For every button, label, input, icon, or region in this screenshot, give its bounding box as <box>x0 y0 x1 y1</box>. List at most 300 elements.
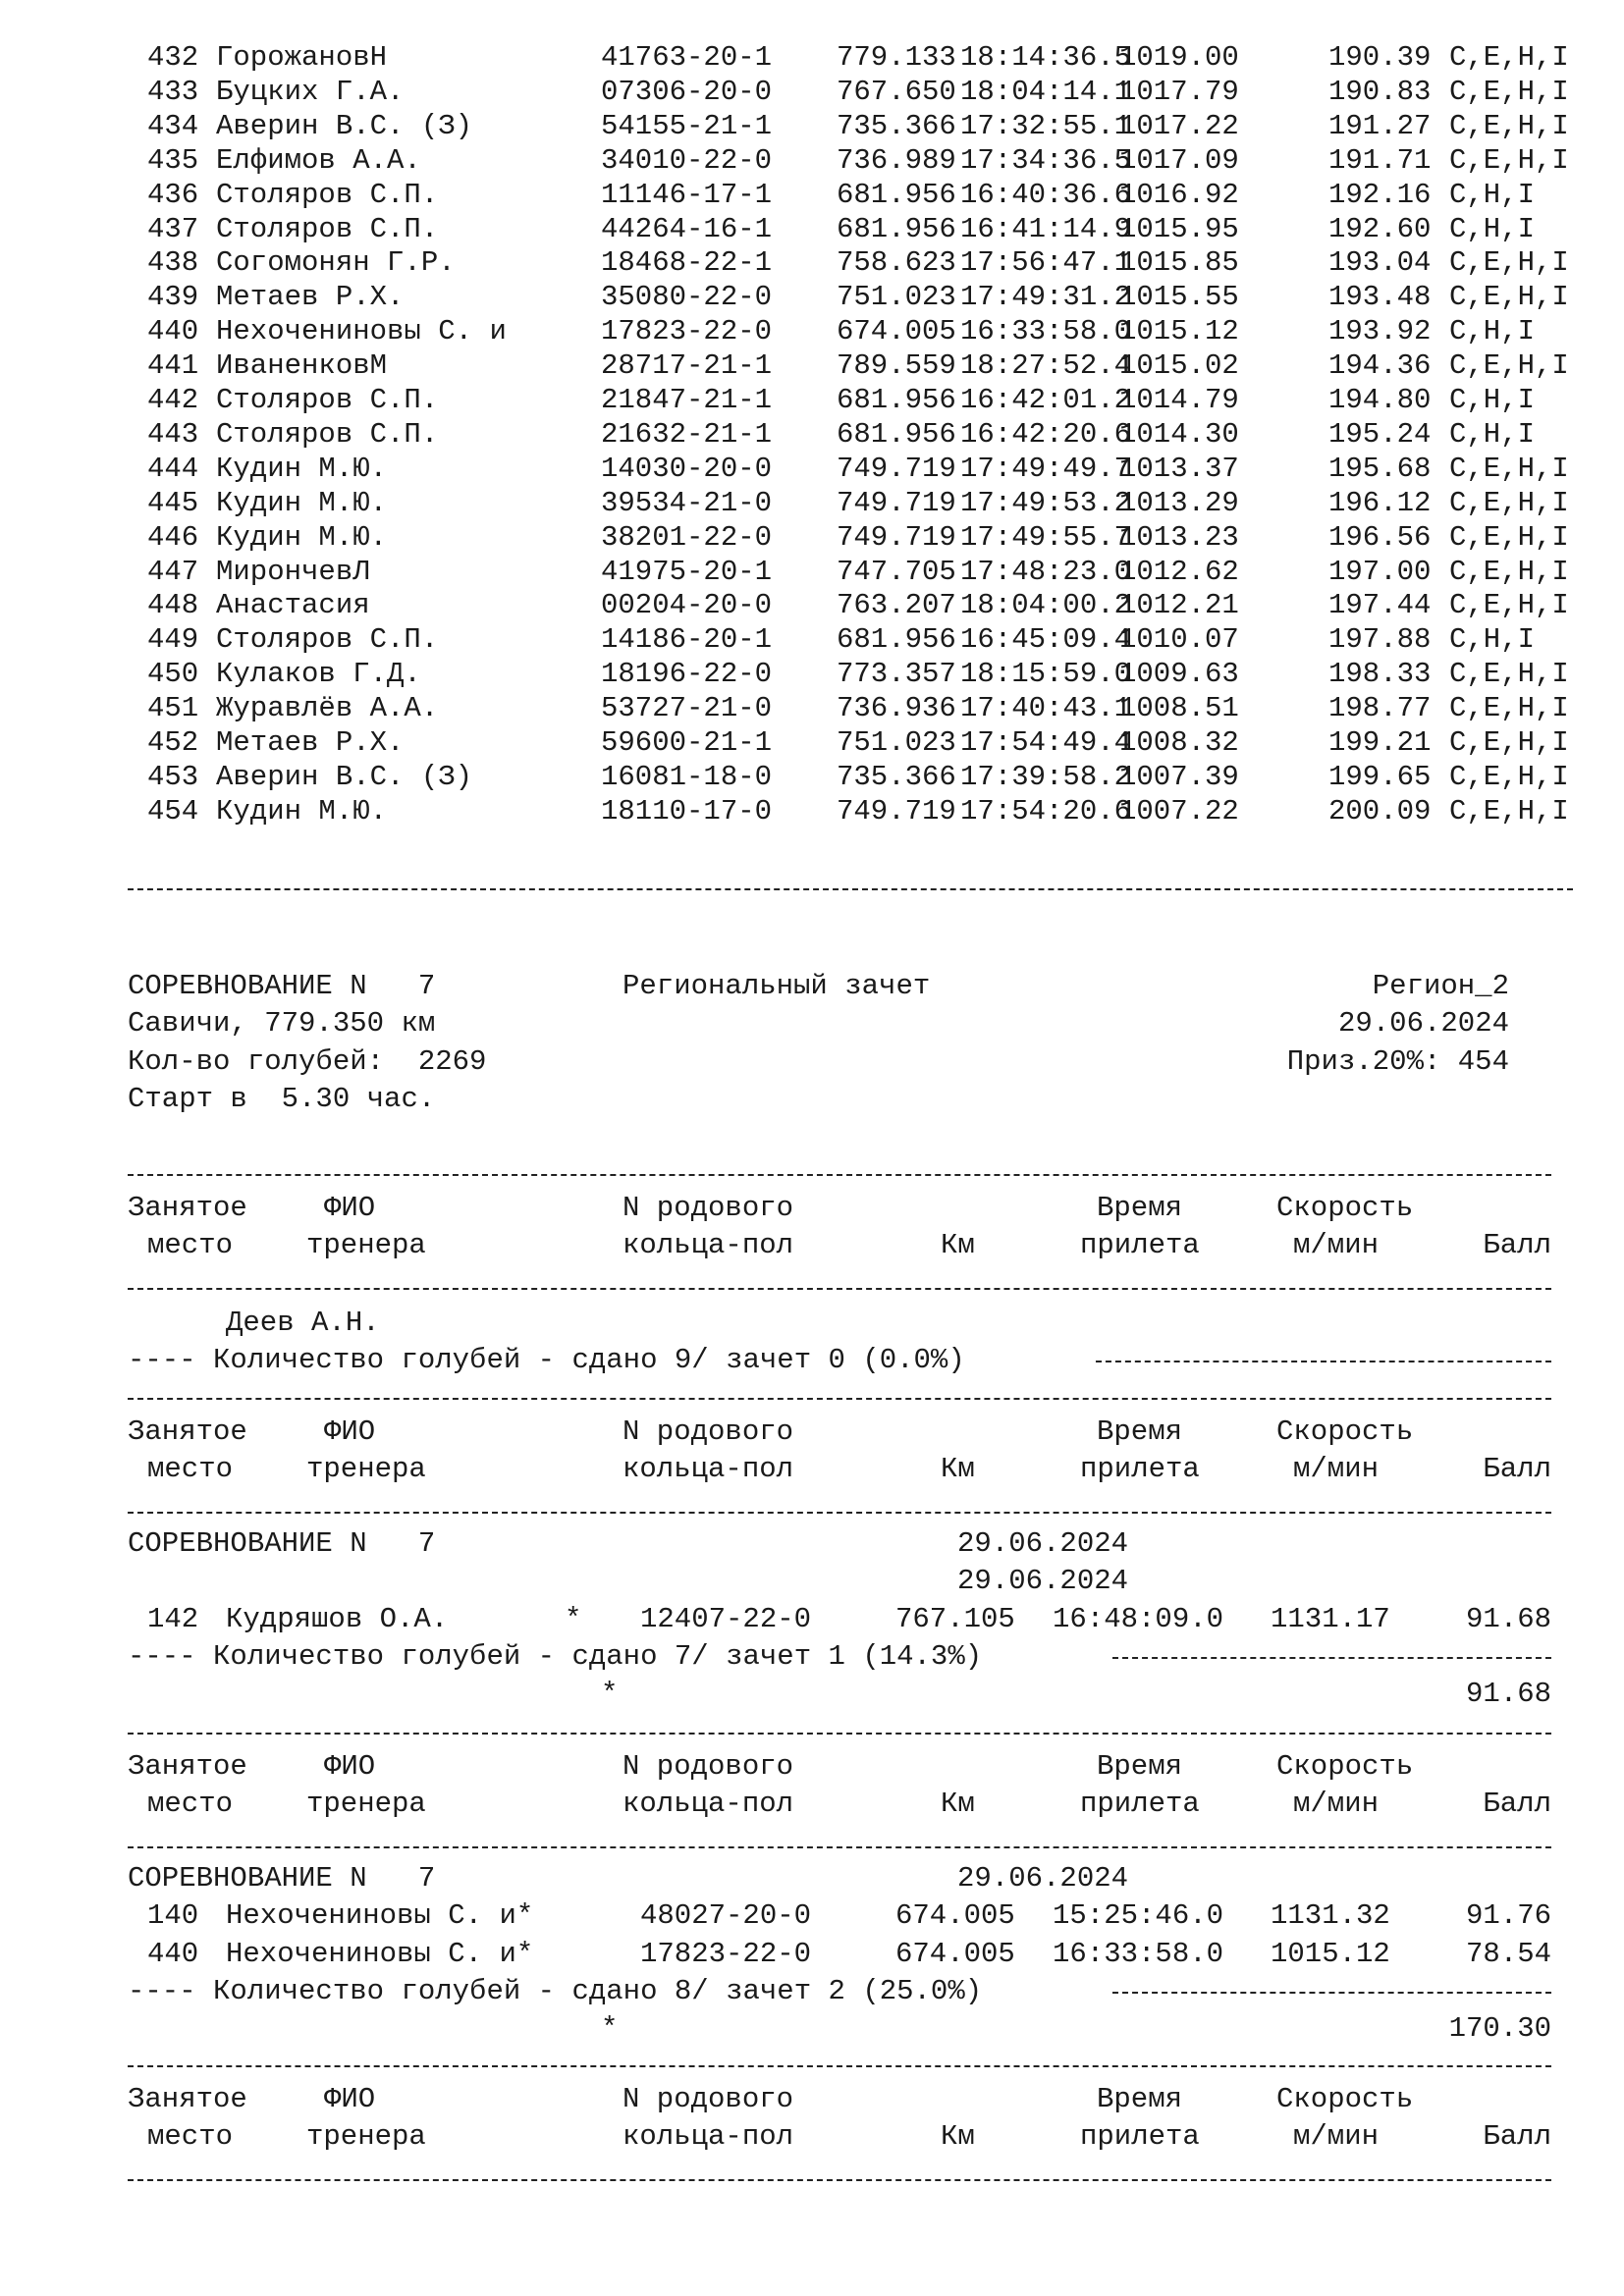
separator <box>128 1846 1551 1848</box>
row-time: 16:42:01.2 <box>960 384 1132 416</box>
row-name: Метаев Р.Х. <box>216 281 405 314</box>
row-km: 735.366 <box>837 109 956 142</box>
competition-start: Старт в 5.30 час. <box>128 1083 436 1115</box>
table-row <box>0 556 1624 589</box>
row-place: 447 <box>147 555 199 588</box>
row-ring: 00204-20-0 <box>601 589 773 622</box>
row-points: 193.04 <box>1328 246 1432 280</box>
table-row <box>0 76 1624 109</box>
row-speed: 1015.12 <box>1271 1937 1390 1970</box>
row-points: 195.68 <box>1328 452 1432 485</box>
row-speed: 1014.30 <box>1119 417 1239 451</box>
header-km-label: Км <box>941 2120 975 2153</box>
row-place: 438 <box>147 246 199 280</box>
separator <box>1112 1657 1551 1659</box>
row-flags: C,E,H,I <box>1449 452 1569 485</box>
table-row <box>0 144 1624 178</box>
row-km: 767.105 <box>895 1603 1015 1635</box>
table-row <box>0 1603 1624 1638</box>
row-points: 198.33 <box>1328 658 1432 691</box>
table-header <box>0 2083 1624 2162</box>
row-place: 451 <box>147 692 199 725</box>
row-flags: C,E,H,I <box>1449 486 1569 519</box>
row-points: 192.16 <box>1328 178 1432 211</box>
row-points: 194.36 <box>1328 349 1432 383</box>
separator <box>128 1512 1551 1514</box>
row-time: 18:14:36.5 <box>960 41 1132 74</box>
row-flags: C,E,H,I <box>1449 75 1569 108</box>
header-speed-label: Скорость <box>1276 1415 1414 1448</box>
row-time: 17:32:55.1 <box>960 109 1132 142</box>
row-points: 191.71 <box>1328 143 1432 177</box>
row-name: Анастасия <box>216 589 370 622</box>
row-flags: C,E,H,I <box>1449 281 1569 314</box>
header-ring-label: N родового <box>623 1415 794 1448</box>
header-speed-label: м/мин <box>1293 2120 1380 2153</box>
row-speed: 1013.29 <box>1119 486 1239 519</box>
row-flags: C,E,H,I <box>1449 109 1569 142</box>
competition-title: СОРЕВНОВАНИЕ N 7 <box>128 970 436 1002</box>
row-place: 432 <box>147 41 199 74</box>
row-speed: 1010.07 <box>1119 623 1239 657</box>
table-row <box>0 281 1624 314</box>
row-speed: 1015.95 <box>1119 212 1239 245</box>
row-flags: C,E,H,I <box>1449 555 1569 588</box>
row-place: 142 <box>147 1603 199 1635</box>
row-ring: 44264-16-1 <box>601 212 773 245</box>
table-row <box>0 1899 1624 1935</box>
row-km: 779.133 <box>837 41 956 74</box>
row-ring: 18468-22-1 <box>601 246 773 280</box>
row-time: 17:49:53.2 <box>960 486 1132 519</box>
separator-top <box>128 888 1573 890</box>
row-ring: 48027-20-0 <box>640 1899 812 1932</box>
row-name: Нехочениновы С. и <box>216 315 507 348</box>
row-place: 434 <box>147 109 199 142</box>
row-time: 17:48:23.0 <box>960 555 1132 588</box>
row-place: 441 <box>147 349 199 383</box>
row-ring: 59600-21-1 <box>601 726 773 759</box>
row-place: 446 <box>147 520 199 554</box>
table-row <box>0 1938 1624 1973</box>
header-place-label: место <box>147 1453 234 1485</box>
header-time-label: прилета <box>1080 1229 1200 1261</box>
block-date: 29.06.2024 <box>957 1527 1129 1560</box>
row-km: 681.956 <box>837 212 956 245</box>
block-competition-title: СОРЕВНОВАНИЕ N 7 <box>128 1527 436 1560</box>
table-row <box>0 179 1624 212</box>
header-place-label: Занятое <box>128 1415 247 1448</box>
header-name-label: тренера <box>306 2120 426 2153</box>
table-header <box>0 1415 1624 1494</box>
row-time: 16:40:36.6 <box>960 178 1132 211</box>
header-name-label: тренера <box>306 1229 426 1261</box>
row-speed: 1014.79 <box>1119 384 1239 416</box>
header-speed-label: м/мин <box>1293 1788 1380 1820</box>
row-speed: 1012.21 <box>1119 589 1239 622</box>
row-km: 681.956 <box>837 417 956 451</box>
row-ring: 18196-22-0 <box>601 658 773 691</box>
row-km: 674.005 <box>837 315 956 348</box>
row-speed: 1008.32 <box>1119 726 1239 759</box>
row-points: 78.54 <box>1465 1937 1551 1970</box>
row-km: 681.956 <box>837 384 956 416</box>
row-points: 199.21 <box>1328 726 1432 759</box>
row-flags: C,H,I <box>1449 315 1536 348</box>
row-place: 440 <box>147 315 199 348</box>
header-time-label: прилета <box>1080 1788 1200 1820</box>
row-points: 199.65 <box>1328 760 1432 793</box>
block-summary: ---- Количество голубей - сдано 9/ зачет 0 (0.0%) <box>128 1344 965 1376</box>
block-summary: ---- Количество голубей - сдано 7/ зачет 1 (14.3%) <box>128 1640 983 1673</box>
row-speed: 1015.55 <box>1119 281 1239 314</box>
row-speed: 1007.39 <box>1119 760 1239 793</box>
header-name-label: тренера <box>306 1788 426 1820</box>
header-ring-label: кольца-пол <box>623 1788 794 1820</box>
table-row <box>0 349 1624 383</box>
row-ring: 12407-22-0 <box>640 1603 812 1635</box>
row-km: 681.956 <box>837 623 956 657</box>
row-points: 197.88 <box>1328 623 1432 657</box>
row-flags: C,E,H,I <box>1449 589 1569 622</box>
row-speed: 1017.09 <box>1119 143 1239 177</box>
table-row <box>0 692 1624 725</box>
header-points-label: Балл <box>1483 2120 1551 2153</box>
row-flags: C,E,H,I <box>1449 658 1569 691</box>
row-time: 18:04:00.2 <box>960 589 1132 622</box>
table-row <box>0 589 1624 622</box>
header-time-label: Время <box>1097 1750 1183 1783</box>
row-points: 91.68 <box>1465 1603 1551 1635</box>
row-name: Столяров С.П. <box>216 212 439 245</box>
row-place: 454 <box>147 794 199 828</box>
header-time-label: Время <box>1097 1415 1183 1448</box>
row-speed: 1015.02 <box>1119 349 1239 383</box>
row-km: 758.623 <box>837 246 956 280</box>
row-flags: C,E,H,I <box>1449 760 1569 793</box>
row-flags: C,E,H,I <box>1449 349 1569 383</box>
row-points: 190.39 <box>1328 41 1432 74</box>
row-place: 140 <box>147 1899 199 1932</box>
row-name: Столяров С.П. <box>216 417 439 451</box>
header-speed-label: Скорость <box>1276 1750 1414 1783</box>
header-name-label: ФИО <box>324 2083 376 2115</box>
row-time: 16:41:14.9 <box>960 212 1132 245</box>
row-speed: 1015.12 <box>1119 315 1239 348</box>
row-ring: 28717-21-1 <box>601 349 773 383</box>
header-time-label: прилета <box>1080 2120 1200 2153</box>
block-total: 170.30 <box>1448 2012 1551 2045</box>
header-speed-label: Скорость <box>1276 2083 1414 2115</box>
row-km: 736.936 <box>837 692 956 725</box>
header-speed-label: м/мин <box>1293 1229 1380 1261</box>
row-mark: * <box>565 1603 582 1635</box>
header-speed-label: Скорость <box>1276 1192 1414 1224</box>
row-place: 452 <box>147 726 199 759</box>
row-flags: C,E,H,I <box>1449 692 1569 725</box>
row-speed: 1017.22 <box>1119 109 1239 142</box>
row-points: 197.00 <box>1328 555 1432 588</box>
row-place: 437 <box>147 212 199 245</box>
row-points: 91.76 <box>1465 1899 1551 1932</box>
row-place: 440 <box>147 1937 199 1970</box>
row-km: 767.650 <box>837 75 956 108</box>
row-name: Столяров С.П. <box>216 623 439 657</box>
row-time: 15:25:46.0 <box>1053 1899 1224 1932</box>
row-time: 17:49:31.2 <box>960 281 1132 314</box>
row-time: 18:04:14.1 <box>960 75 1132 108</box>
row-ring: 34010-22-0 <box>601 143 773 177</box>
row-time: 16:33:58.0 <box>960 315 1132 348</box>
row-points: 197.44 <box>1328 589 1432 622</box>
row-ring: 53727-21-0 <box>601 692 773 725</box>
separator <box>128 1733 1551 1735</box>
row-km: 747.705 <box>837 555 956 588</box>
row-place: 436 <box>147 178 199 211</box>
row-speed: 1013.23 <box>1119 520 1239 554</box>
row-place: 439 <box>147 281 199 314</box>
header-ring-label: кольца-пол <box>623 2120 794 2153</box>
table-row <box>0 110 1624 143</box>
row-ring: 16081-18-0 <box>601 760 773 793</box>
row-speed: 1009.63 <box>1119 658 1239 691</box>
row-points: 192.60 <box>1328 212 1432 245</box>
table-row <box>0 315 1624 348</box>
row-points: 190.83 <box>1328 75 1432 108</box>
row-flags: C,H,I <box>1449 178 1536 211</box>
row-name: ИваненковМ <box>216 349 388 383</box>
header-points-label: Балл <box>1483 1788 1551 1820</box>
separator <box>128 1398 1551 1400</box>
row-name: Кудин М.Ю. <box>216 452 388 485</box>
header-ring-label: N родового <box>623 2083 794 2115</box>
row-name: Кулаков Г.Д. <box>216 658 421 691</box>
block-summary: ---- Количество голубей - сдано 8/ зачет 2 (25.0%) <box>128 1975 983 2007</box>
row-place: 453 <box>147 760 199 793</box>
row-ring: 11146-17-1 <box>601 178 773 211</box>
table-row <box>0 453 1624 486</box>
row-place: 433 <box>147 75 199 108</box>
row-time: 17:49:55.7 <box>960 520 1132 554</box>
row-flags: C,E,H,I <box>1449 41 1569 74</box>
row-points: 195.24 <box>1328 417 1432 451</box>
header-place-label: место <box>147 2120 234 2153</box>
row-flags: C,E,H,I <box>1449 726 1569 759</box>
row-ring: 21847-21-1 <box>601 384 773 416</box>
row-km: 789.559 <box>837 349 956 383</box>
row-time: 17:39:58.2 <box>960 760 1132 793</box>
row-ring: 39534-21-0 <box>601 486 773 519</box>
row-speed: 1008.51 <box>1119 692 1239 725</box>
row-name: Метаев Р.Х. <box>216 726 405 759</box>
row-place: 435 <box>147 143 199 177</box>
separator <box>1112 1992 1551 1994</box>
header-name-label: ФИО <box>324 1192 376 1224</box>
row-name: Столяров С.П. <box>216 384 439 416</box>
row-km: 681.956 <box>837 178 956 211</box>
row-ring: 14030-20-0 <box>601 452 773 485</box>
header-ring-label: N родового <box>623 1750 794 1783</box>
header-km-label: Км <box>941 1229 975 1261</box>
row-points: 193.48 <box>1328 281 1432 314</box>
row-place: 442 <box>147 384 199 416</box>
header-speed-label: м/мин <box>1293 1453 1380 1485</box>
row-name: Согомонян Г.Р. <box>216 246 456 280</box>
row-km: 749.719 <box>837 794 956 828</box>
separator <box>128 2179 1551 2181</box>
competition-date: 29.06.2024 <box>1337 1007 1509 1040</box>
header-ring-label: N родового <box>623 1192 794 1224</box>
competition-region: Регион_2 <box>1372 970 1509 1002</box>
row-place: 448 <box>147 589 199 622</box>
row-name: Аверин В.С. (З) <box>216 109 473 142</box>
row-km: 674.005 <box>895 1937 1015 1970</box>
row-ring: 38201-22-0 <box>601 520 773 554</box>
table-row <box>0 658 1624 691</box>
row-points: 196.56 <box>1328 520 1432 554</box>
row-name: Кудин М.Ю. <box>216 486 388 519</box>
row-points: 198.77 <box>1328 692 1432 725</box>
row-name: Кудряшов О.А. <box>226 1603 449 1635</box>
header-ring-label: кольца-пол <box>623 1453 794 1485</box>
row-speed: 1012.62 <box>1119 555 1239 588</box>
table-row <box>0 246 1624 280</box>
row-km: 763.207 <box>837 589 956 622</box>
row-name: Кудин М.Ю. <box>216 520 388 554</box>
header-name-label: тренера <box>306 1453 426 1485</box>
header-place-label: Занятое <box>128 1192 247 1224</box>
row-name: Елфимов А.А. <box>216 143 421 177</box>
row-name: Аверин В.С. (З) <box>216 760 473 793</box>
row-name: МирончевЛ <box>216 555 370 588</box>
row-km: 735.366 <box>837 760 956 793</box>
row-place: 444 <box>147 452 199 485</box>
header-points-label: Балл <box>1483 1453 1551 1485</box>
row-speed: 1007.22 <box>1119 794 1239 828</box>
row-time: 18:15:59.0 <box>960 658 1132 691</box>
row-flags: C,H,I <box>1449 417 1536 451</box>
header-place-label: место <box>147 1788 234 1820</box>
row-name: Кудин М.Ю. <box>216 794 388 828</box>
row-ring: 18110-17-0 <box>601 794 773 828</box>
table-row <box>0 487 1624 520</box>
header-km-label: Км <box>941 1453 975 1485</box>
row-flags: C,H,I <box>1449 623 1536 657</box>
row-km: 773.357 <box>837 658 956 691</box>
row-ring: 41975-20-1 <box>601 555 773 588</box>
row-name: ГорожановН <box>216 41 388 74</box>
row-name: Журавлёв А.А. <box>216 692 439 725</box>
row-time: 17:54:20.6 <box>960 794 1132 828</box>
row-ring: 17823-22-0 <box>601 315 773 348</box>
competition-type: Региональный зачет <box>623 970 931 1002</box>
row-time: 17:40:43.1 <box>960 692 1132 725</box>
header-place-label: Занятое <box>128 1750 247 1783</box>
row-flags: C,E,H,I <box>1449 520 1569 554</box>
row-speed: 1015.85 <box>1119 246 1239 280</box>
row-km: 751.023 <box>837 726 956 759</box>
row-ring: 07306-20-0 <box>601 75 773 108</box>
row-speed: 1013.37 <box>1119 452 1239 485</box>
row-km: 736.989 <box>837 143 956 177</box>
row-time: 17:49:49.7 <box>960 452 1132 485</box>
row-time: 16:45:09.4 <box>960 623 1132 657</box>
row-speed: 1131.32 <box>1271 1899 1390 1932</box>
competition-birds-count: Кол-во голубей: 2269 <box>128 1045 487 1078</box>
header-points-label: Балл <box>1483 1229 1551 1261</box>
separator <box>128 1174 1551 1176</box>
block-date: 29.06.2024 <box>957 1565 1129 1597</box>
row-time: 16:48:09.0 <box>1053 1603 1224 1635</box>
row-flags: C,E,H,I <box>1449 246 1569 280</box>
row-points: 200.09 <box>1328 794 1432 828</box>
row-ring: 21632-21-1 <box>601 417 773 451</box>
row-km: 749.719 <box>837 520 956 554</box>
row-name: Нехочениновы С. и* <box>226 1937 534 1970</box>
row-ring: 14186-20-1 <box>601 623 773 657</box>
trainer-name: Деев А.Н. <box>226 1307 380 1339</box>
row-speed: 1016.92 <box>1119 178 1239 211</box>
table-row <box>0 384 1624 417</box>
block-date: 29.06.2024 <box>957 1862 1129 1895</box>
table-row <box>0 213 1624 246</box>
row-place: 449 <box>147 623 199 657</box>
row-time: 18:27:52.4 <box>960 349 1132 383</box>
row-km: 751.023 <box>837 281 956 314</box>
header-km-label: Км <box>941 1788 975 1820</box>
block-competition-title: СОРЕВНОВАНИЕ N 7 <box>128 1862 436 1895</box>
row-speed: 1017.79 <box>1119 75 1239 108</box>
competition-place-distance: Савичи, 779.350 км <box>128 1007 436 1040</box>
row-time: 16:42:20.6 <box>960 417 1132 451</box>
table-header <box>0 1750 1624 1829</box>
separator <box>128 1288 1551 1290</box>
row-ring: 17823-22-0 <box>640 1937 812 1970</box>
table-row <box>0 761 1624 794</box>
table-row <box>0 418 1624 452</box>
header-time-label: Время <box>1097 1192 1183 1224</box>
row-km: 674.005 <box>895 1899 1015 1932</box>
table-row <box>0 41 1624 75</box>
table-row <box>0 726 1624 760</box>
block-star: * <box>601 2012 619 2045</box>
header-place-label: место <box>147 1229 234 1261</box>
row-points: 194.80 <box>1328 384 1432 416</box>
row-speed: 1131.17 <box>1271 1603 1390 1635</box>
table-row <box>0 623 1624 657</box>
row-name: Нехочениновы С. и* <box>226 1899 534 1932</box>
row-ring: 41763-20-1 <box>601 41 773 74</box>
row-km: 749.719 <box>837 486 956 519</box>
header-place-label: Занятое <box>128 2083 247 2115</box>
separator <box>128 2065 1551 2067</box>
row-time: 17:54:49.4 <box>960 726 1132 759</box>
row-ring: 35080-22-0 <box>601 281 773 314</box>
row-points: 193.92 <box>1328 315 1432 348</box>
header-ring-label: кольца-пол <box>623 1229 794 1261</box>
separator <box>1096 1361 1551 1362</box>
competition-prize: Приз.20%: 454 <box>1286 1045 1509 1078</box>
row-place: 450 <box>147 658 199 691</box>
row-km: 749.719 <box>837 452 956 485</box>
row-time: 17:56:47.1 <box>960 246 1132 280</box>
row-points: 196.12 <box>1328 486 1432 519</box>
block-total: 91.68 <box>1465 1678 1551 1710</box>
row-ring: 54155-21-1 <box>601 109 773 142</box>
header-name-label: ФИО <box>324 1415 376 1448</box>
row-points: 191.27 <box>1328 109 1432 142</box>
row-speed: 1019.00 <box>1119 41 1239 74</box>
